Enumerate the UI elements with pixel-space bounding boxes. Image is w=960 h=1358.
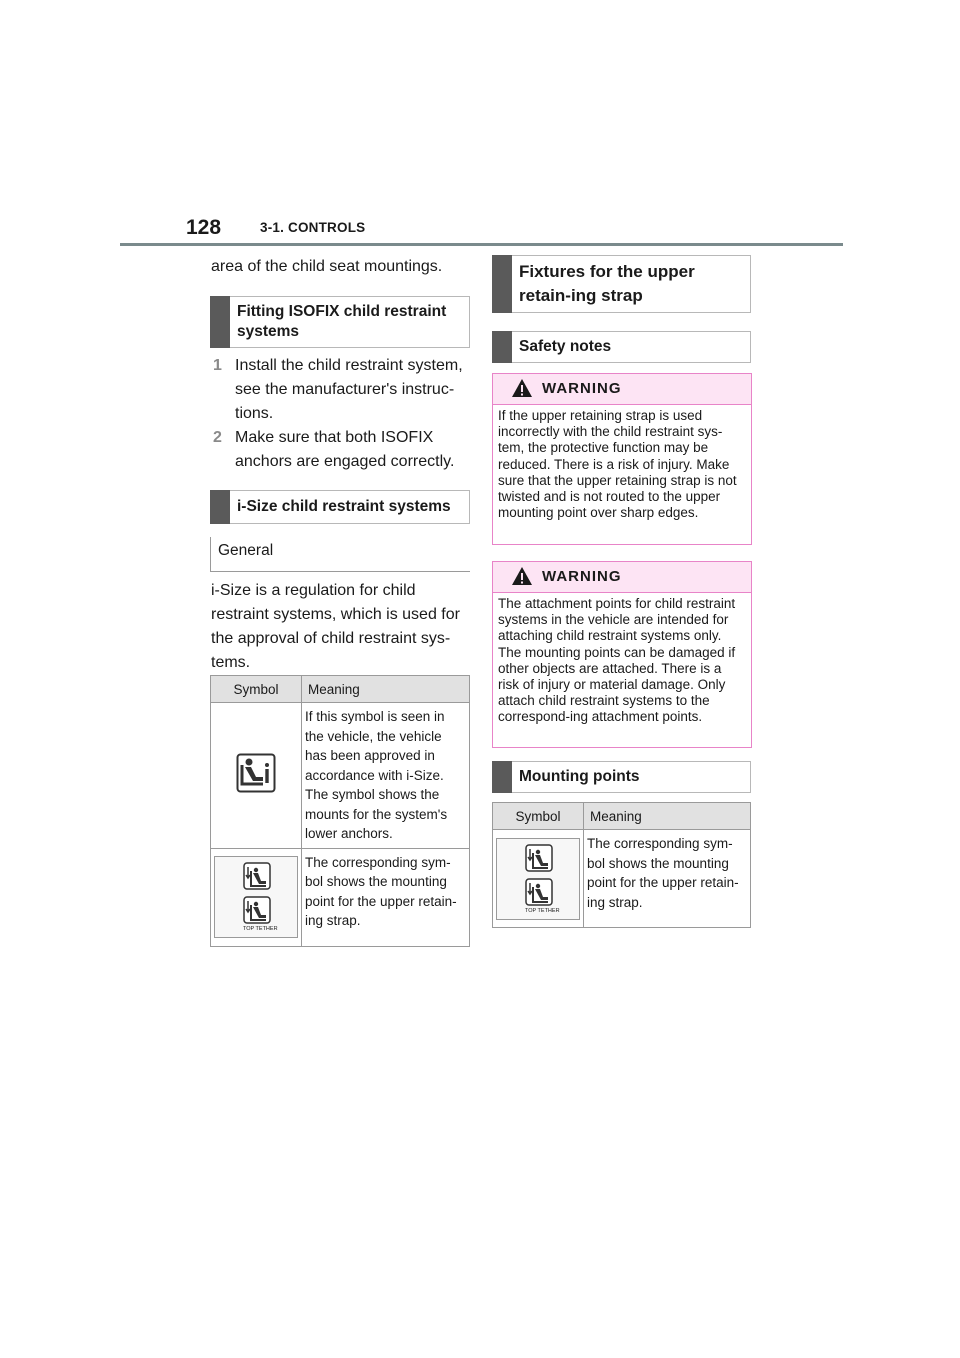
step-text: Install the child restraint system, see the manufacturer's instruc-tions. — [235, 357, 463, 422]
meaning-cell: If this symbol is seen in the vehicle, the vehicle has been approved in accordance with i-Size. The symbol shows the mounts for the system's lower anchors. — [302, 703, 470, 849]
isize-heading-box — [210, 490, 470, 524]
heading-bar — [210, 296, 230, 348]
mounting-symbol-table — [492, 802, 751, 928]
fixtures-heading-box — [492, 255, 751, 313]
warning-header — [493, 374, 751, 405]
safety-heading-box — [492, 331, 751, 363]
symbol-cell — [493, 830, 584, 928]
isize-text: i-Size is a regulation for child restraint systems, which is used for the approval of child restraint sys-tems. — [211, 582, 460, 671]
warning-label: WARNING — [542, 568, 622, 585]
isize-symbol-table — [210, 675, 470, 947]
table-header-row — [211, 676, 470, 703]
intro-text: area of the child seat mountings. — [211, 258, 443, 275]
table-row — [211, 848, 470, 946]
heading-bar — [492, 255, 512, 313]
icon-caption: TOP TETHER — [243, 926, 278, 932]
general-label: General — [218, 542, 274, 559]
col-symbol-header: Symbol — [493, 803, 584, 830]
warning-triangle-icon — [511, 566, 533, 586]
isize-heading: i-Size child restraint systems — [237, 498, 451, 515]
warning-box — [492, 373, 752, 545]
meaning-cell: The corresponding sym-bol shows the mounting point for the upper retain-ing strap. — [584, 830, 751, 928]
mounting-heading: Mounting points — [519, 768, 640, 785]
isofix-heading: Fitting ISOFIX child restraint systems — [237, 303, 447, 340]
isofix-heading-box — [210, 296, 470, 348]
col-meaning-header: Meaning — [584, 803, 751, 830]
page-number: 128 — [186, 216, 222, 239]
safety-heading: Safety notes — [519, 338, 612, 355]
meaning-cell: The corresponding sym-bol shows the mounting point for the upper retain-ing strap. — [302, 848, 470, 946]
top-tether-icon — [214, 856, 298, 938]
warning-box — [492, 561, 752, 748]
step-number: 2 — [213, 429, 222, 446]
warning-text: If the upper retaining strap is used incorrectly with the child restraint sys-tem, the protective function may be reduced. There is a risk of injury. Make sure that the upper retaining strap is not twisted and is not routed to the upper mounting point over sharp edges. — [498, 408, 737, 521]
icon-caption: TOP TETHER — [525, 907, 560, 914]
top-tether-icon — [496, 838, 580, 920]
table-row — [211, 703, 470, 849]
col-symbol-header: Symbol — [211, 676, 302, 703]
section-title: 3-1. CONTROLS — [260, 220, 366, 235]
heading-bar — [492, 761, 512, 793]
warning-header — [493, 562, 751, 593]
table-header-row — [493, 803, 751, 830]
step-number: 1 — [213, 357, 222, 374]
fixtures-heading: Fixtures for the upper retain-ing strap — [519, 262, 695, 305]
isize-child-seat-icon — [236, 753, 276, 799]
symbol-cell — [211, 848, 302, 946]
warning-triangle-icon — [511, 378, 533, 398]
symbol-cell — [211, 703, 302, 849]
step-text: Make sure that both ISOFIX anchors are engaged correctly. — [235, 429, 455, 470]
heading-bar — [210, 490, 230, 524]
warning-text: The attachment points for child restraint systems in the vehicle are intended for attaching child restraint systems only. The mounting points can be damaged if other objects are attached. There is a risk of injury or material damage. Only attach child restraint systems to the correspond-ing attachment points. — [498, 596, 736, 725]
warning-label: WARNING — [542, 380, 622, 397]
table-row — [493, 830, 751, 928]
header-rule — [120, 243, 843, 246]
mounting-heading-box — [492, 761, 751, 793]
col-meaning-header: Meaning — [302, 676, 470, 703]
heading-bar — [492, 331, 512, 363]
general-subheading — [210, 537, 470, 572]
